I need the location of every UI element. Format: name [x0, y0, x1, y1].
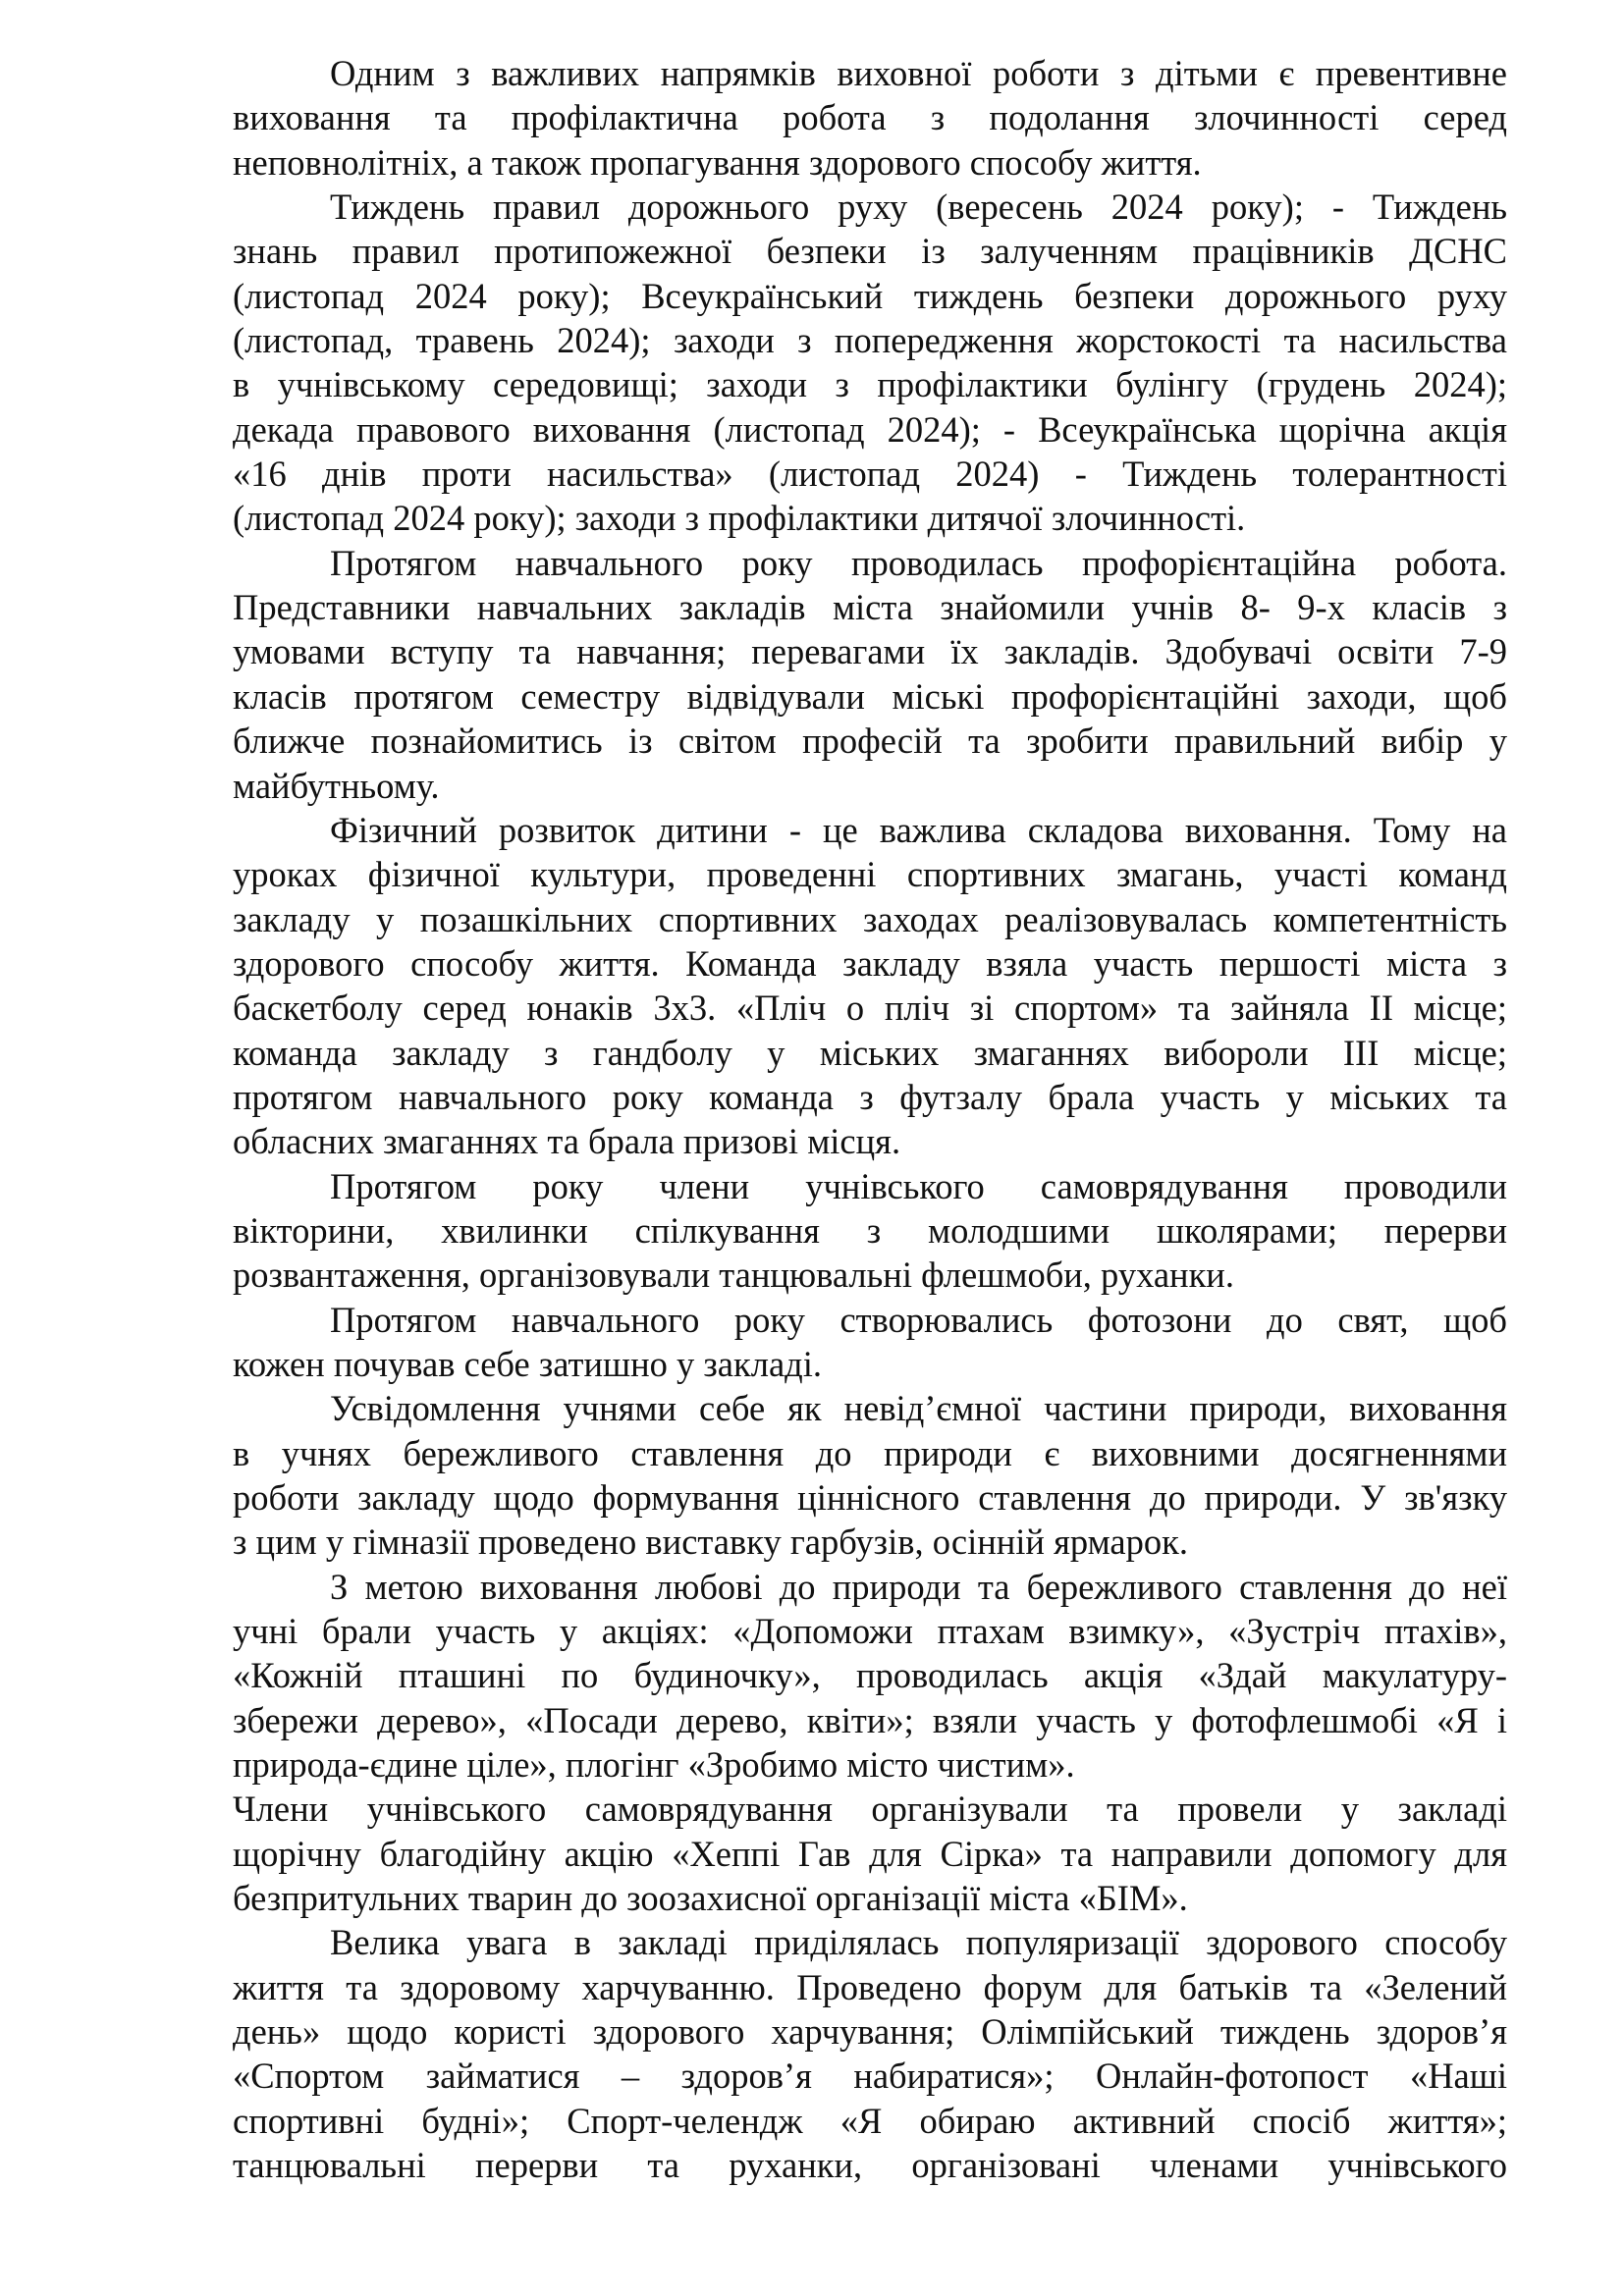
paragraph — [233, 51, 1507, 185]
text-line: вікторини, хвилинки спілкування з молодшими школярами; перерви — [233, 1209, 1507, 1251]
text-line: уроках фізичної культури, проведенні спортивних змагань, участі команд — [233, 854, 1507, 895]
text-line: Протягом року члени учнівського самоврядування проводили — [330, 1165, 1507, 1206]
paragraph — [233, 1787, 1507, 1920]
document-page — [233, 51, 1507, 2188]
paragraph — [233, 1920, 1507, 2187]
text-line: Представники навчальних закладів міста знайомили учнів 8- 9-х класів з — [233, 587, 1507, 628]
text-line: учні брали участь у акціях: «Допоможи птахам взимку», «Зустріч птахів», — [233, 1611, 1507, 1652]
text-line: «Спортом займатися – здоров’я набиратися»; Онлайн-фотопост «Наші — [233, 2056, 1507, 2097]
text-line: баскетболу серед юнаків 3х3. «Пліч о пліч зі спортом» та зайняла ІІ місце; — [233, 988, 1507, 1029]
text-line: в учнях бережливого ставлення до природи є виховними досягненнями — [233, 1432, 1507, 1473]
text-line: протягом навчального року команда з футзалу брала участь у міських та — [233, 1076, 1507, 1117]
paragraph — [233, 1164, 1507, 1298]
text-line: безпритульних тварин до зоозахисної організації міста «БІМ». — [233, 1878, 1188, 1919]
text-line: кожен почував себе затишно у закладі. — [233, 1343, 822, 1384]
text-line: «Кожній пташині по будиночку», проводилась акція «Здай макулатуру- — [233, 1655, 1507, 1696]
text-line: декада правового виховання (листопад 2024); - Всеукраїнська щорічна акція — [233, 408, 1507, 450]
text-line: майбутньому. — [233, 765, 440, 806]
text-line: роботи закладу щодо формування ціннісного ставлення до природи. У зв'язку — [233, 1477, 1507, 1518]
text-line: ближче познайомитись із світом професій та зробити правильний вибір у — [233, 721, 1507, 762]
paragraph — [233, 808, 1507, 1164]
text-line: танцювальні перерви та руханки, організовані членами учнівського — [233, 2145, 1507, 2186]
paragraph — [233, 185, 1507, 541]
text-line: природа-єдине ціле», плогінг «Зробимо місто чистим». — [233, 1744, 1075, 1786]
text-line: Одним з важливих напрямків виховної роботи з дітьми є превентивне — [330, 53, 1507, 93]
paragraph — [233, 1565, 1507, 1788]
text-line: Велика увага в закладі приділялась популяризації здорового способу — [330, 1922, 1507, 1963]
text-line: день» щодо користі здорового харчування; Олімпійський тиждень здоров’я — [233, 2011, 1507, 2053]
text-line: (листопад 2024 року); Всеукраїнський тиждень безпеки дорожнього руху — [233, 275, 1507, 316]
text-line: «16 днів проти насильства» (листопад 2024) - Тиждень толерантності — [233, 454, 1507, 495]
text-line: команда закладу з гандболу у міських змаганнях вибороли ІІІ місце; — [233, 1032, 1507, 1073]
text-line: обласних змаганнях та брала призові місця. — [233, 1121, 901, 1162]
text-line: з цим у гімназії проведено виставку гарбузів, осінній ярмарок. — [233, 1522, 1188, 1563]
text-line: виховання та профілактична робота з подолання злочинності серед — [233, 97, 1507, 138]
text-line: Протягом навчального року створювались фотозони до свят, щоб — [330, 1299, 1507, 1340]
text-line: життя та здоровому харчуванню. Проведено форум для батьків та «Зелений — [233, 1966, 1507, 2007]
text-line: Усвідомлення учнями себе як невід’ємної частини природи, виховання — [330, 1388, 1507, 1429]
text-line: збережи дерево», «Посади дерево, квіти»; взяли участь у фотофлешмобі «Я і — [233, 1699, 1507, 1740]
text-line: неповнолітніх, а також пропагування здорового способу життя. — [233, 141, 1202, 183]
text-line: закладу у позашкільних спортивних заходах реалізовувалась компетентність — [233, 898, 1507, 939]
text-line: в учнівському середовищі; заходи з профілактики булінгу (грудень 2024); — [233, 364, 1507, 405]
text-line: знань правил протипожежної безпеки із залученням працівників ДСНС — [233, 231, 1507, 272]
text-line: спортивні будні»; Спорт-челендж «Я обираю активний спосіб життя»; — [233, 2100, 1507, 2141]
text-line: умовами вступу та навчання; перевагами їх закладів. Здобувачі освіти 7-9 — [233, 631, 1507, 672]
paragraph — [233, 1298, 1507, 1387]
text-line: здорового способу життя. Команда закладу взяла участь першості міста з — [233, 942, 1507, 984]
text-line: щорічну благодійну акцію «Хеппі Гав для Сірка» та направили допомогу для — [233, 1833, 1507, 1874]
text-line: Фізичний розвиток дитини - це важлива складова виховання. Тому на — [330, 809, 1507, 850]
text-line: З метою виховання любові до природи та бережливого ставлення до неї — [330, 1566, 1507, 1607]
text-line: Тиждень правил дорожнього руху (вересень 2024 року); - Тиждень — [330, 187, 1507, 228]
text-line: Члени учнівського самоврядування організували та провели у закладі — [233, 1789, 1507, 1830]
text-line: розвантаження, організовували танцювальні флешмоби, руханки. — [233, 1255, 1234, 1296]
paragraph — [233, 1386, 1507, 1564]
text-line: (листопад 2024 року); заходи з профілактики дитячої злочинності. — [233, 498, 1246, 539]
text-line: Протягом навчального року проводилась профорієнтаційна робота. — [330, 542, 1507, 583]
paragraph — [233, 541, 1507, 808]
text-line: (листопад, травень 2024); заходи з попередження жорстокості та насильства — [233, 320, 1507, 361]
text-line: класів протягом семестру відвідували міські профорієнтаційні заходи, щоб — [233, 675, 1507, 717]
